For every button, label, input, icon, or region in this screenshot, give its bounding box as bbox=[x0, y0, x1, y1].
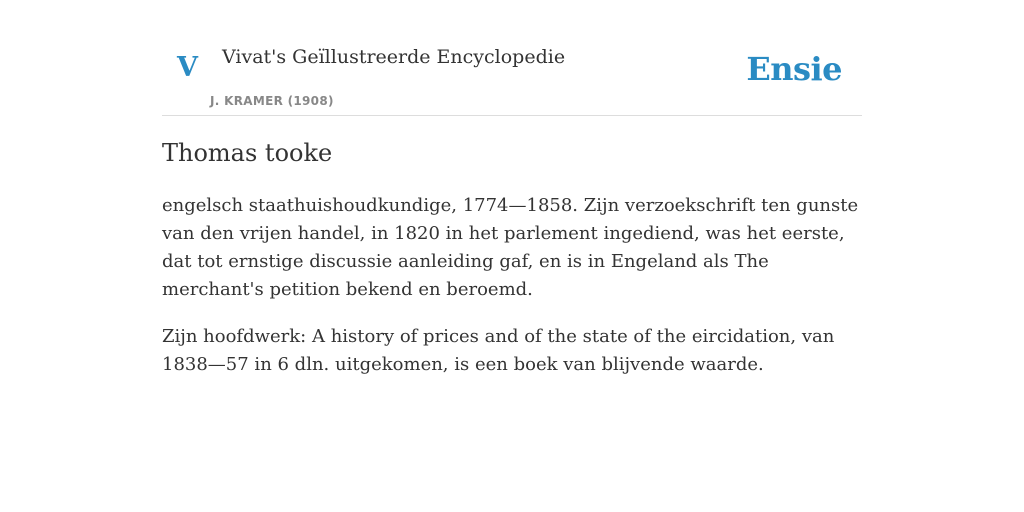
source-author: J. KRAMER (1908) bbox=[210, 94, 334, 108]
source-title-link[interactable]: Vivat's Geïllustreerde Encyclopedie bbox=[222, 46, 566, 68]
page-container bbox=[162, 0, 862, 375]
ensie-logo-link[interactable]: Ensie bbox=[746, 50, 842, 88]
entry-paragraph-1: engelsch staathuishoudkundige, 1774—1858. Zijn verzoekschrift ten gunste van den vrijen handel, in 1820 in het parlement ingediend, was het eerste, dat tot ernstige discussie aanleiding gaf, en is in Engeland als The merchant's petition bekend en beroemd. bbox=[162, 195, 859, 300]
entry-paragraph-2: Zijn hoofdwerk: A history of prices and of the state of the eircidation, van 1838—57 in 6 dln. uitgekomen, is een boek van blijvende waarde. bbox=[162, 326, 835, 375]
source-logo[interactable]: V bbox=[177, 52, 198, 83]
source-header bbox=[162, 0, 862, 116]
entry-title: Thomas tooke bbox=[162, 139, 333, 167]
